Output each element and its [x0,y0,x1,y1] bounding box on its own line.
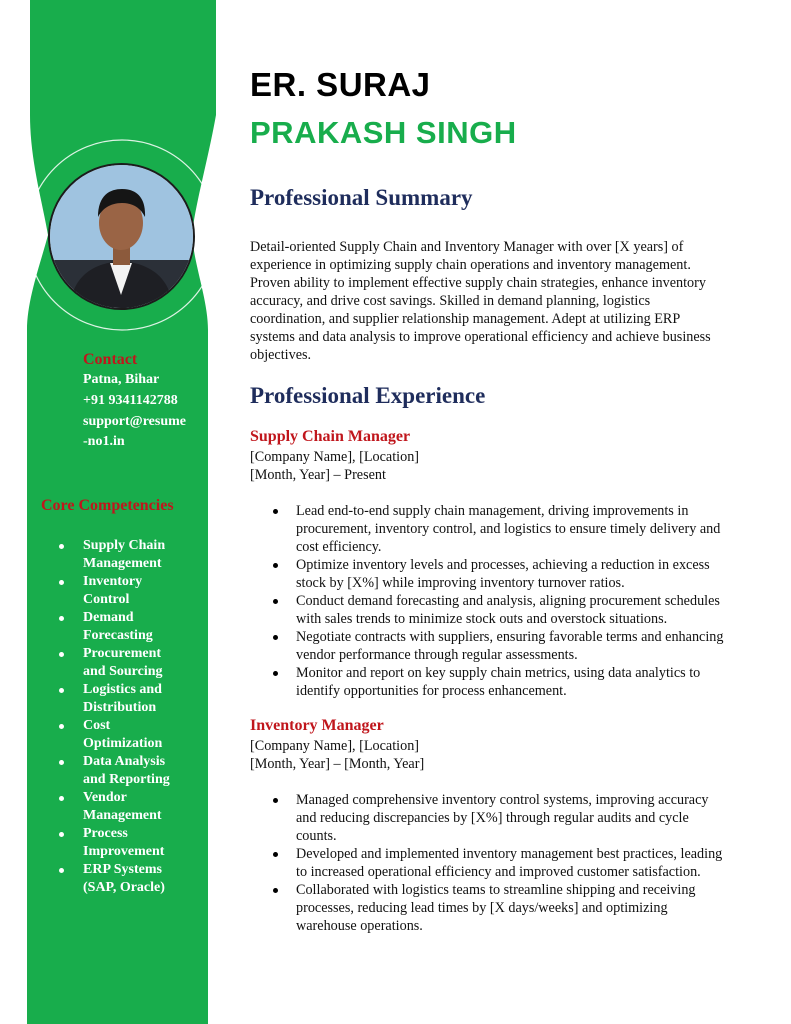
person-icon [50,165,193,308]
bullet-icon [273,671,278,676]
list-item: Procurement and Sourcing [57,645,207,681]
list-item: Managed comprehensive inventory control systems, improving accuracy and reducing discrepancies by [X%] through regular audits and cycle counts. [250,791,770,845]
competencies-list [57,537,207,897]
name-second-line: PRAKASH SINGH [250,115,517,150]
bullet-icon [59,796,64,801]
list-item: Developed and implemented inventory management best practices, leading to increased operational efficiency and improved customer satisfaction. [250,845,770,881]
job-title: Inventory Manager [250,717,384,734]
list-item: Lead end-to-end supply chain management, driving improvements in procurement, inventory control, and logistics to ensure timely delivery and cost efficiency. [250,502,770,556]
list-item: Negotiate contracts with suppliers, ensuring favorable terms and enhancing vendor performance through regular assessments. [250,628,770,664]
contact-email-line-2[interactable]: -no1.in [83,434,125,449]
bullet-icon [59,688,64,693]
list-item: Conduct demand forecasting and analysis, aligning procurement schedules with sales trends to minimize stock outs and overstock situations. [250,592,770,628]
bullet-icon [59,580,64,585]
list-item: Demand Forecasting [57,609,207,645]
contact-heading: Contact [83,351,138,368]
bullet-icon [59,868,64,873]
list-item: Collaborated with logistics teams to streamline shipping and receiving processes, reducing lead times by [X days/weeks] and optimizing warehouse operations. [250,881,770,935]
job-bullets [250,791,770,935]
bullet-icon [273,852,278,857]
bullet-icon [273,563,278,568]
profile-photo [48,163,195,310]
bullet-icon [273,599,278,604]
contact-email-line-1[interactable]: support@resume [83,414,186,429]
name-first-line: ER. SURAJ [250,66,431,103]
bullet-icon [59,832,64,837]
list-item: Optimize inventory levels and processes, achieving a reduction in excess stock by [X%] while improving inventory turnover ratios. [250,556,770,592]
bullet-icon [273,798,278,803]
job-dates: [Month, Year] – [Month, Year] [250,756,425,772]
job-company: [Company Name], [Location] [250,738,420,754]
bullet-icon [273,635,278,640]
list-item: ERP Systems (SAP, Oracle) [57,861,207,897]
summary-text: Detail-oriented Supply Chain and Inventory Manager with over [X years] of experience in optimizing supply chain operations and inventory management. Proven ability to implement effective supply chain strategies, enhance inventory accuracy, and drive cost savings. Skilled in demand planning, logistics coordination, and supplier relationship management. Adept at utilizing ERP systems and data analysis to improve operational efficiency and achieve business objectives. [250,239,711,363]
bullet-icon [273,888,278,893]
bullet-icon [59,616,64,621]
contact-phone[interactable]: +91 9341142788 [83,393,178,408]
list-item: Data Analysis and Reporting [57,753,207,789]
summary-heading: Professional Summary [250,185,473,210]
list-item: Logistics and Distribution [57,681,207,717]
list-item: Process Improvement [57,825,207,861]
job-company: [Company Name], [Location] [250,449,420,465]
bullet-icon [59,760,64,765]
bullet-icon [59,724,64,729]
list-item: Inventory Control [57,573,207,609]
contact-location: Patna, Bihar [83,372,160,387]
bullet-icon [273,509,278,514]
job-title: Supply Chain Manager [250,428,411,445]
bullet-icon [59,544,64,549]
competencies-heading: Core Competencies [41,497,174,514]
list-item: Cost Optimization [57,717,207,753]
list-item: Monitor and report on key supply chain metrics, using data analytics to identify opportunities for process enhancement. [250,664,770,700]
experience-heading: Professional Experience [250,383,486,408]
bullet-icon [59,652,64,657]
list-item: Vendor Management [57,789,207,825]
job-dates: [Month, Year] – Present [250,467,386,483]
job-bullets [250,502,770,700]
list-item: Supply Chain Management [57,537,207,573]
